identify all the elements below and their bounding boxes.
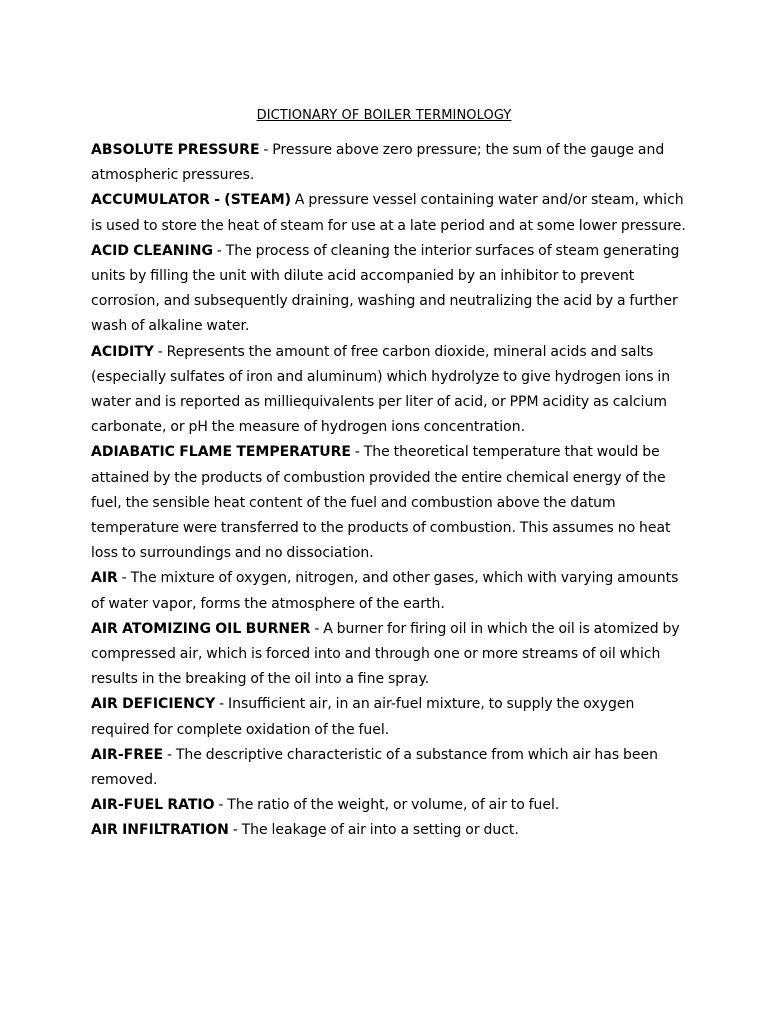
entry-definition: - The ratio of the weight, or volume, of air to fuel. bbox=[214, 797, 560, 814]
glossary-entry bbox=[91, 617, 687, 693]
entry-definition: A pressure vessel containing water and/or steam, which is used to store the heat of steam for use at a late period and at some lower pressure. bbox=[91, 192, 686, 234]
entry-definition: - Insufficient air, in an air-fuel mixture, to supply the oxygen required for complete oxidation of the fuel. bbox=[91, 696, 635, 738]
entry-term: AIR DEFICIENCY bbox=[91, 696, 216, 713]
entry-term: AIR-FREE bbox=[91, 746, 164, 763]
glossary-entry bbox=[91, 440, 687, 566]
entry-term: ABSOLUTE PRESSURE bbox=[91, 142, 260, 158]
entry-term: AIR INFILTRATION bbox=[91, 822, 229, 839]
entry-term: ACCUMULATOR - (STEAM) bbox=[91, 192, 292, 209]
document-title: DICTIONARY OF BOILER TERMINOLOGY bbox=[256, 108, 512, 123]
entry-term: AIR-FUEL RATIO bbox=[91, 797, 215, 814]
glossary-entry bbox=[91, 793, 687, 818]
glossary-entry bbox=[91, 340, 687, 441]
entry-definition: - The theoretical temperature that would be attained by the products of combustion provided the entire chemical energy of the fuel, the sensible heat content of the fuel and combustion above the datum temperature were transferred to the products of combustion. This assumes no heat loss to surroundings and no dissociation. bbox=[91, 444, 671, 562]
entry-term: AIR bbox=[91, 570, 118, 587]
entry-term: ADIABATIC FLAME TEMPERATURE bbox=[91, 444, 351, 461]
entry-definition: - The descriptive characteristic of a substance from which air has been removed. bbox=[91, 746, 658, 789]
entry-definition: - The leakage of air into a setting or duct. bbox=[228, 822, 519, 839]
entry-term: ACIDITY bbox=[91, 343, 154, 360]
glossary-entry bbox=[91, 818, 687, 843]
entry-definition: - Pressure above zero pressure; the sum of the gauge and atmospheric pressures. bbox=[91, 142, 665, 184]
glossary-entry bbox=[91, 188, 687, 238]
entry-definition: - The mixture of oxygen, nitrogen, and other gases, which with varying amounts of water vapor, forms the atmosphere of the earth. bbox=[91, 570, 679, 612]
glossary-entry bbox=[91, 138, 687, 188]
entry-definition: - Represents the amount of free carbon dioxide, mineral acids and salts (especially sulfates of iron and aluminum) which hydrolyze to give hydrogen ions in water and is reported as milliequivalents per liter of acid, or PPM acidity as calcium carbonate, or pH the measure of hydrogen ions concentration. bbox=[91, 343, 671, 436]
glossary-entry bbox=[91, 239, 687, 340]
entry-term: AIR ATOMIZING OIL BURNER bbox=[91, 620, 311, 637]
glossary-list bbox=[91, 138, 687, 844]
entry-definition: - A burner for firing oil in which the oil is atomized by compressed air, which is forced into and through one or more streams of oil which results in the breaking of the oil into a fine spray. bbox=[91, 620, 680, 688]
entry-term: ACID CLEANING bbox=[91, 242, 213, 259]
glossary-entry bbox=[91, 692, 687, 742]
entry-definition: - The process of cleaning the interior surfaces of steam generating units by filling the unit with dilute acid accompanied by an inhibitor to prevent corrosion, and subsequently draining, washing and neutralizing the acid by a further wash of alkaline water. bbox=[91, 242, 680, 335]
glossary-entry bbox=[91, 566, 687, 616]
glossary-entry bbox=[91, 743, 687, 793]
